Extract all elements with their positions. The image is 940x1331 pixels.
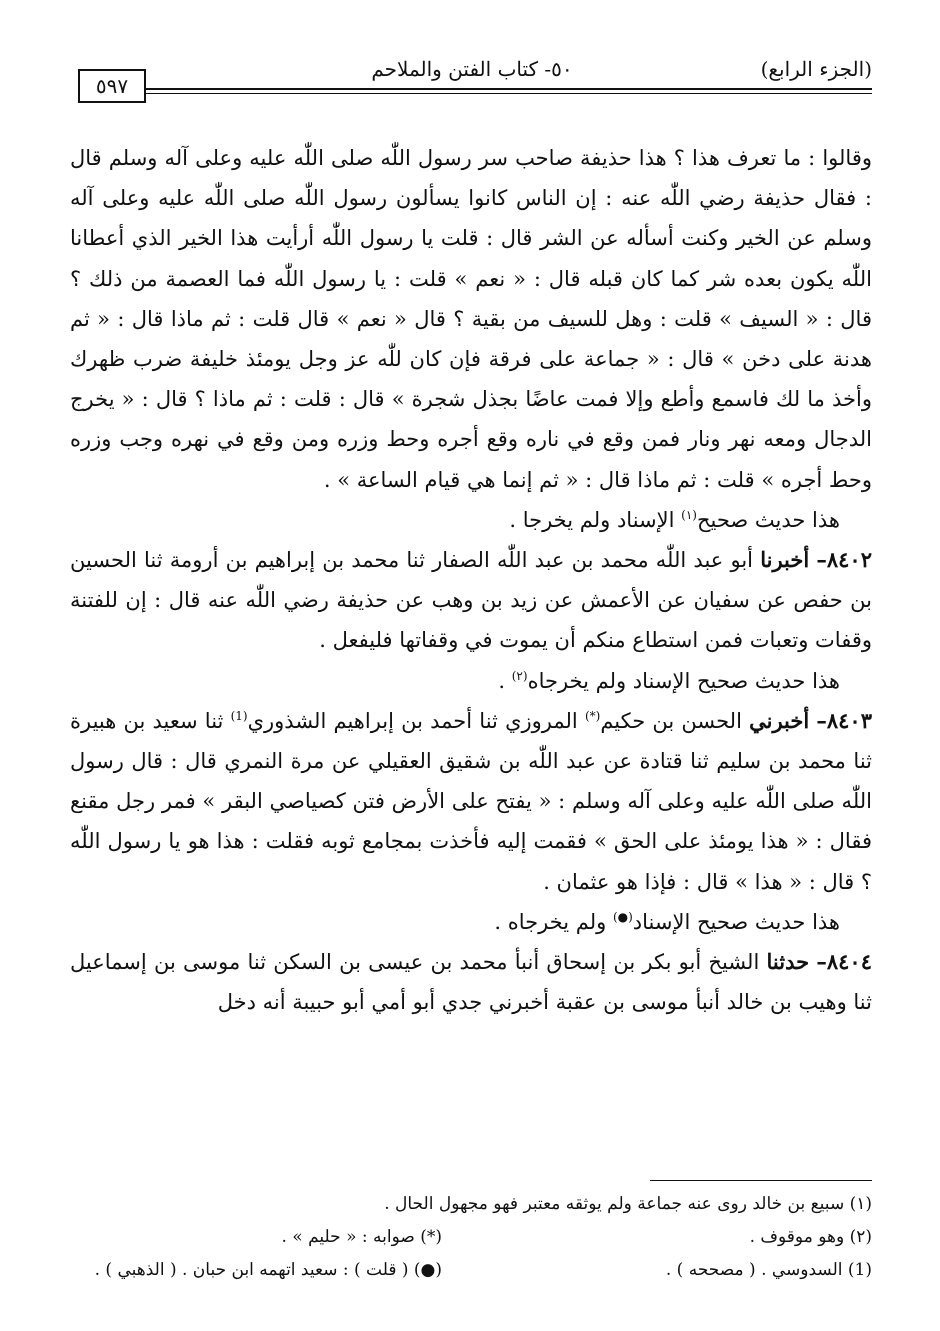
footnote-row bbox=[70, 1254, 872, 1287]
chapter-title: ٥٠- كتاب الفتن والملاحم bbox=[371, 57, 573, 81]
hadith-number: ٨٤٠٢– bbox=[816, 547, 872, 573]
footnote-1b: (1) السدوسي . ( مصححه ) . bbox=[665, 1260, 872, 1280]
grading-text: هذا حديث صحيح bbox=[696, 507, 840, 532]
hadith-text: المروزي ثنا أحمد بن إبراهيم الشذوري bbox=[247, 708, 585, 733]
header-rule-thin bbox=[142, 93, 872, 94]
footnotes bbox=[70, 1188, 872, 1287]
hadith-text: الشيخ أبو بكر بن إسحاق أنبأ محمد بن عيسى بن السكن ثنا موسى بن إسماعيل ثنا وهيب بن خالد أنبأ موسى بن عقبة أخبرني جدي أبو أمي أبو حبيبة أنه دخل bbox=[70, 950, 872, 1015]
hadith-8402 bbox=[70, 540, 872, 661]
footnote-dot: (●) ( قلت ) : سعيد اتهمه ابن حبان . ( الذهبي ) . bbox=[94, 1260, 442, 1280]
hadith-text: أبو عبد اللّٰه محمد بن عبد اللّٰه الصفار ثنا محمد بن إبراهيم بن أرومة ثنا الحسين بن حفص عن سفيان عن الأعمش عن زيد بن وهب عن حذيفة رضي اللّٰه عنه قال : إن للفتنة وقفات وتعبات فمن استطاع منكم أن يموت في وقفاتها فليفعل . bbox=[70, 548, 872, 653]
main-text bbox=[70, 138, 872, 1022]
volume-title: (الجزء الرابع) bbox=[760, 57, 872, 81]
hadith-number: ٨٤٠٤– bbox=[816, 949, 872, 975]
footnote-1: (١) سبيع بن خالد روى عنه جماعة ولم يوثقه معتبر فهو مجهول الحال . bbox=[384, 1194, 872, 1214]
footnote-star: (*) صوابه : « حليم » . bbox=[281, 1227, 442, 1247]
footnote-marker: (1) bbox=[230, 708, 248, 723]
header-rule-thick bbox=[142, 88, 872, 90]
footnote-row bbox=[70, 1221, 872, 1254]
hadith-number: ٨٤٠٣– bbox=[816, 707, 872, 733]
footnote-marker: (*) bbox=[584, 708, 601, 723]
narration-verb: أخبرنا bbox=[760, 547, 810, 573]
footnote-marker: (٢) bbox=[511, 668, 528, 683]
narration-verb: أخبرني bbox=[749, 707, 810, 733]
footnote-row bbox=[70, 1188, 872, 1221]
grading-line bbox=[70, 500, 872, 540]
grading-text: الإسناد ولم يخرجا . bbox=[509, 507, 682, 532]
page-number: ٥٩٧ bbox=[78, 69, 146, 103]
hadith-8403 bbox=[70, 701, 872, 902]
paragraph-hadith-continuation: وقالوا : ما تعرف هذا ؟ هذا حذيفة صاحب سر رسول اللّٰه صلى اللّٰه عليه وعلى آله وسلم قال : فقال حذيفة رضي اللّٰه عنه : إن الناس كانوا يسألون رسول اللّٰه صلى اللّٰه عليه وعلى آله وسلم عن الخير وكنت أسأله عن الشر قال : قلت يا رسول اللّٰه أرأيت هذا الخير الذي أعطانا اللّٰه يكون بعده شر كما كان قبله قال : « نعم » قلت : يا رسول اللّٰه فما العصمة من ذلك ؟ قال : « السيف » قلت : وهل للسيف من بقية ؟ قال « نعم » قال قلت : ثم ماذا قال : « ثم هدنة على دخن » قال : « جماعة على فرقة فإن كان للّٰه عز وجل يومئذ خليفة ضرب ظهرك وأخذ ما لك فاسمع وأطع وإلا فمت عاضًا بجذل شجرة » قال : قلت : ثم ماذا ؟ قال : « يخرج الدجال ومعه نهر ونار فمن وقع في ناره وقع أجره وحط وزره ومن وقع في نهره وجب وزره وحط أجره » قلت : ثم ماذا قال : « ثم إنما هي قيام الساعة » . bbox=[70, 146, 872, 492]
grading-line bbox=[70, 661, 872, 701]
grading-text: . bbox=[498, 668, 512, 693]
hadith-text: ثنا سعيد بن هبيرة ثنا محمد بن سليم ثنا قتادة عن عبد اللّٰه بن شقيق العقيلي عن مرة النمري قال : قال رسول اللّٰه صلى اللّٰه عليه وعلى آله وسلم : « يفتح على الأرض فتن كصياصي البقر » فمر رجل مقنع فقال : « هذا يومئذ على الحق » فقمت إليه فأخذت بمجامع ثوبه فقلت : هذا هو يا رسول اللّٰه ؟ قال : « هذا » قال : فإذا هو عثمان . bbox=[70, 708, 872, 894]
hadith-8404 bbox=[70, 942, 872, 1022]
footnote-marker: (١) bbox=[681, 507, 697, 522]
grading-text: هذا حديث صحيح الإسناد bbox=[632, 909, 840, 934]
page-header bbox=[72, 55, 872, 98]
narration-verb: حدثنا bbox=[766, 949, 810, 975]
grading-text: هذا حديث صحيح الإسناد ولم يخرجاه bbox=[527, 668, 840, 693]
grading-line bbox=[70, 902, 872, 942]
footnote-marker: (●) bbox=[612, 909, 633, 924]
hadith-text: الحسن بن حكيم bbox=[600, 708, 750, 733]
footnote-separator bbox=[650, 1180, 872, 1181]
grading-text: ولم يخرجاه . bbox=[494, 909, 613, 934]
footnote-2: (٢) وهو موقوف . bbox=[749, 1227, 872, 1247]
